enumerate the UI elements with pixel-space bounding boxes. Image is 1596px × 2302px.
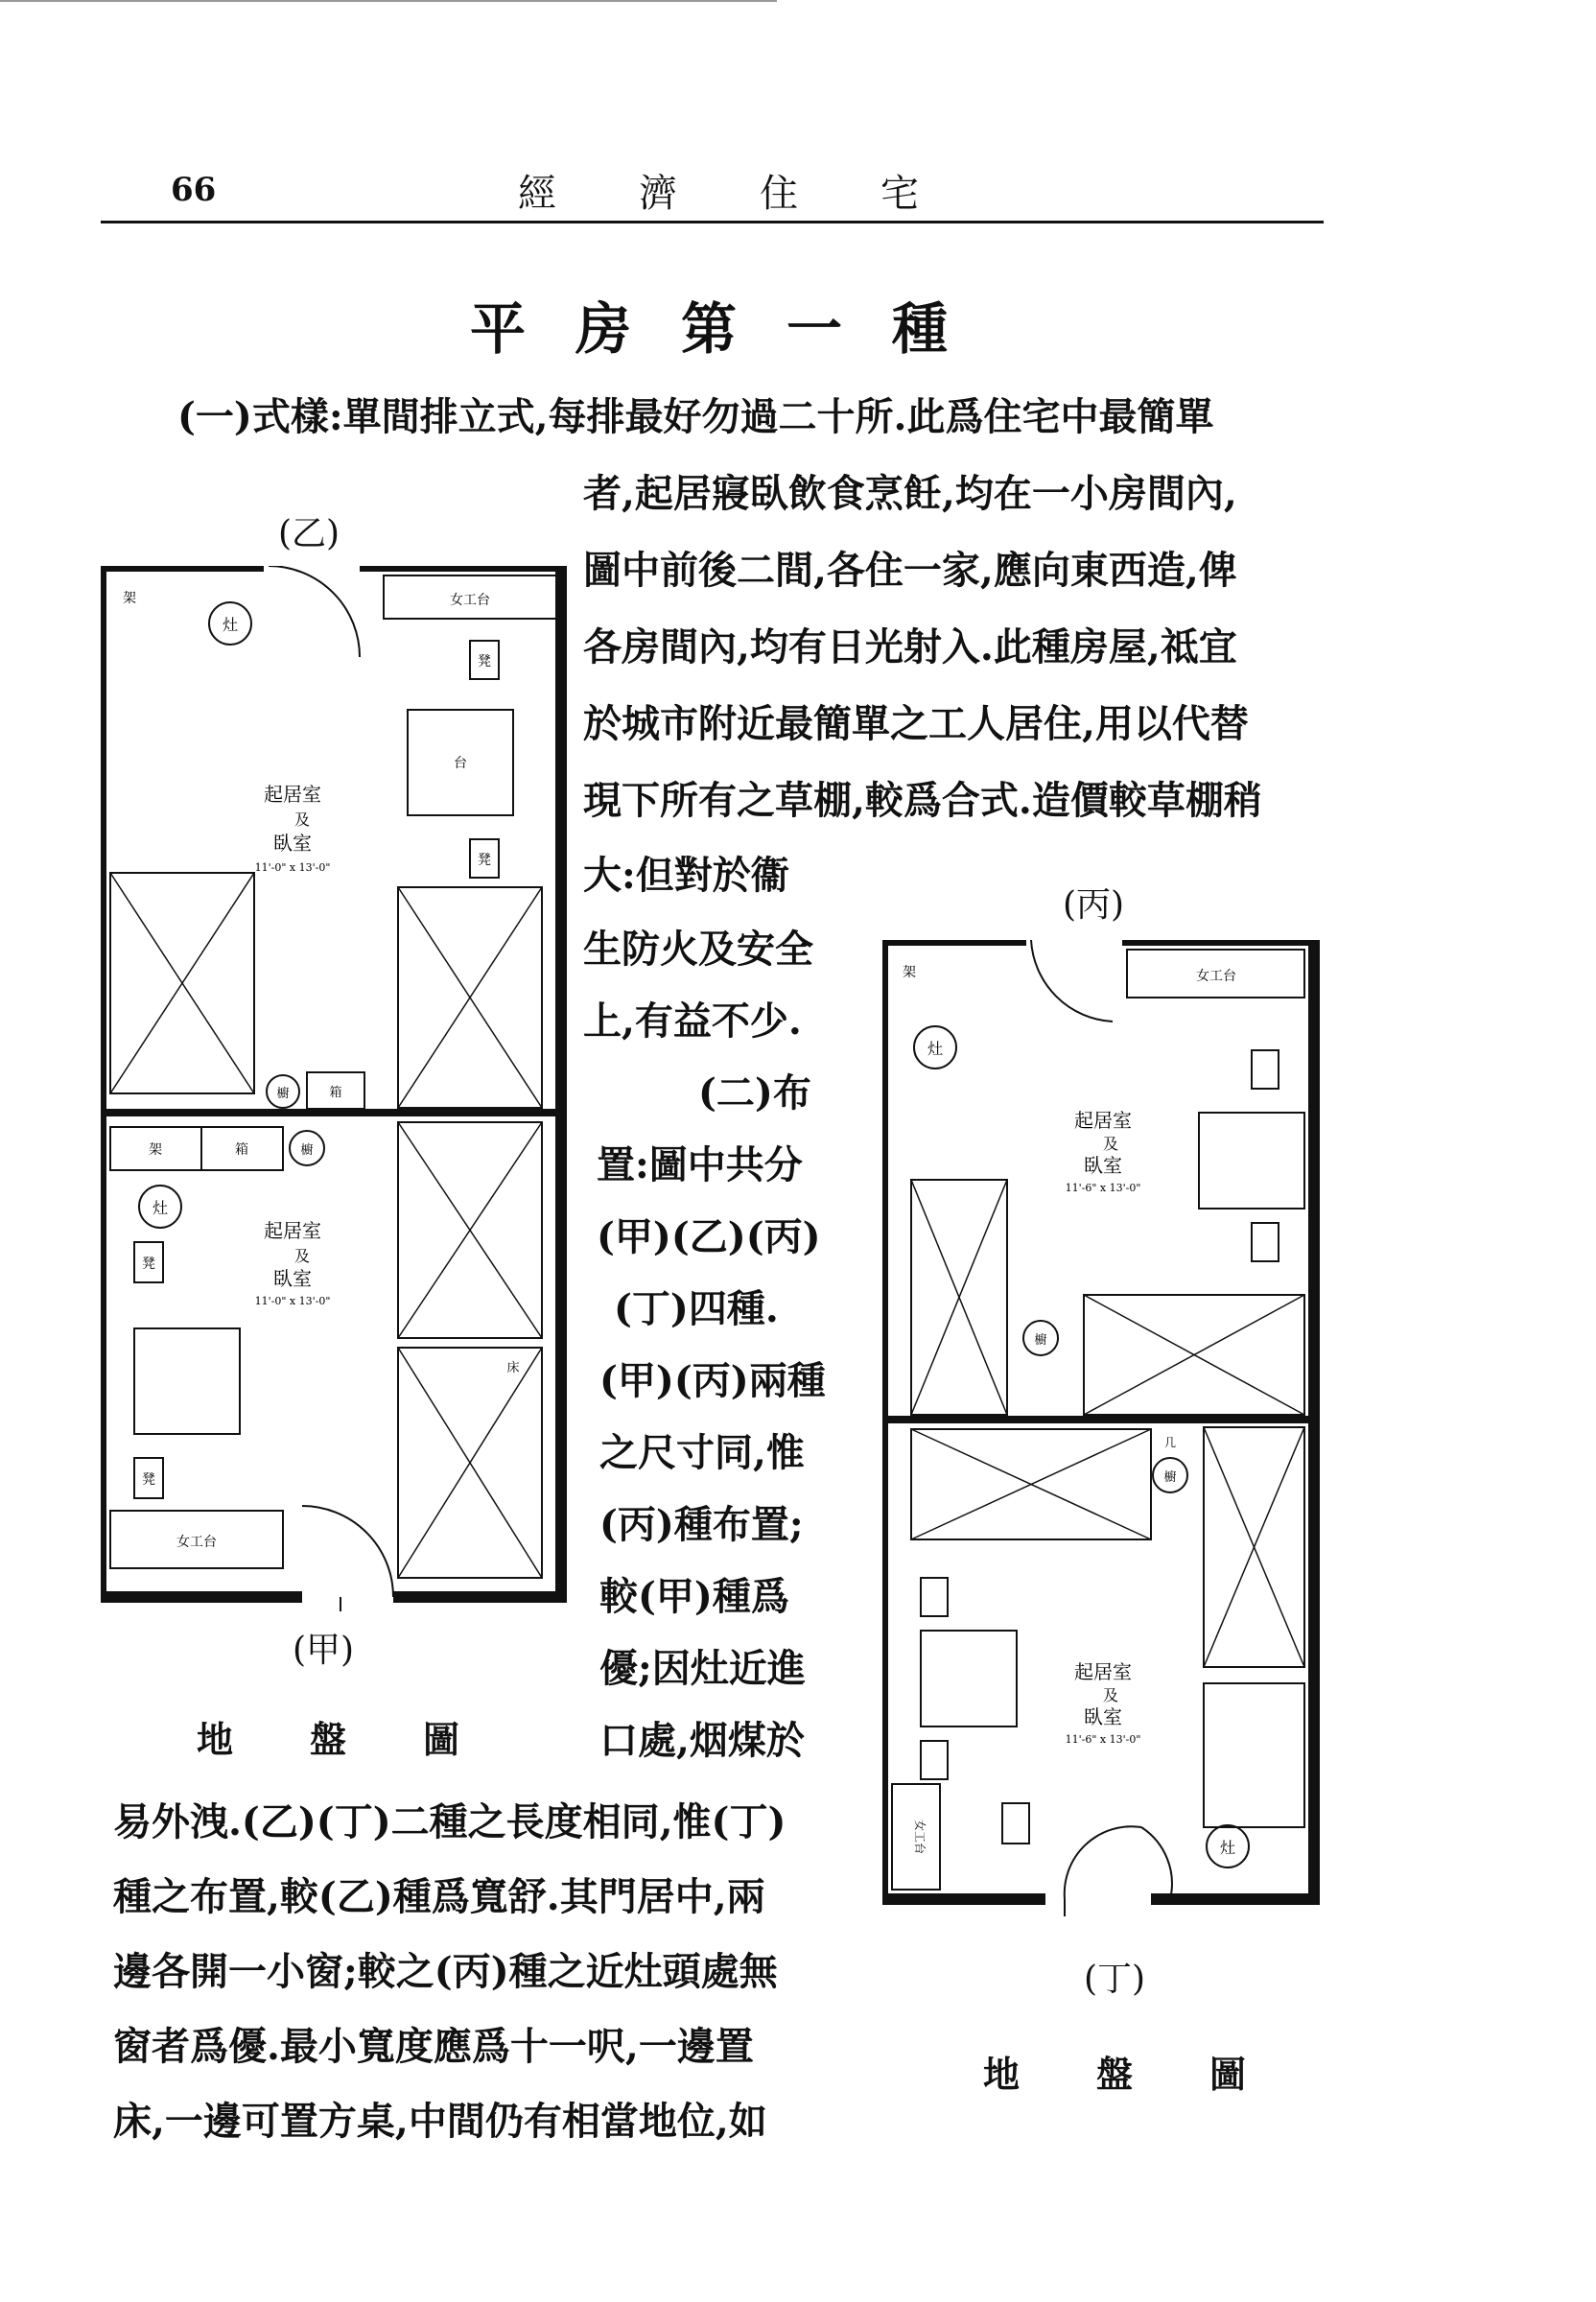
svg-text:台: 台 xyxy=(454,756,467,771)
floor-plan-right xyxy=(882,940,1324,1918)
text-line: 大:但對於衞 xyxy=(583,853,789,898)
svg-text:女工台: 女工台 xyxy=(913,1819,927,1855)
svg-text:凳: 凳 xyxy=(142,1257,155,1272)
running-title: 經濟住宅 xyxy=(518,172,1001,216)
svg-text:凳: 凳 xyxy=(478,654,491,669)
header-rule xyxy=(101,221,1324,223)
text-line: 易外洩.(乙)(丁)二種之長度相同,惟(丁) xyxy=(113,1799,786,1844)
svg-text:床: 床 xyxy=(506,1361,520,1375)
svg-text:及: 及 xyxy=(293,810,311,829)
text-line: (丁)四種. xyxy=(614,1286,779,1331)
svg-text:灶: 灶 xyxy=(927,1040,944,1058)
text-line: (丙)種布置; xyxy=(599,1502,804,1547)
svg-text:11'-6" x 13'-0": 11'-6" x 13'-0" xyxy=(1065,1182,1141,1194)
svg-text:架: 架 xyxy=(149,1142,162,1158)
svg-text:及: 及 xyxy=(1102,1135,1119,1153)
figure-label-ding: (丁) xyxy=(1084,1960,1146,1999)
svg-text:架: 架 xyxy=(123,591,136,606)
figure-label-yi: (乙) xyxy=(278,514,340,553)
text-line: 各房間內,均有日光射入.此種房屋,祗宜 xyxy=(583,624,1237,669)
svg-text:臥室: 臥室 xyxy=(273,1267,312,1290)
text-line: (二)布 xyxy=(698,1070,811,1116)
text-line: 邊各開一小窗;較之(丙)種之近灶頭處無 xyxy=(113,1949,778,1994)
svg-text:灶: 灶 xyxy=(152,1199,169,1217)
svg-text:及: 及 xyxy=(1102,1686,1119,1704)
page-title: 平房第一種 xyxy=(470,296,998,362)
svg-text:11'-6" x 13'-0": 11'-6" x 13'-0" xyxy=(1065,1733,1141,1746)
svg-text:臥室: 臥室 xyxy=(273,832,312,855)
text-line: 生防火及安全 xyxy=(583,927,813,972)
text-line: (一)式樣:單間排立式,每排最好勿過二十所.此爲住宅中最簡單 xyxy=(177,394,1214,439)
text-line: 於城市附近最簡單之工人居住,用以代替 xyxy=(583,701,1249,746)
svg-text:櫥: 櫥 xyxy=(1163,1470,1177,1485)
room-label-upper-left: 起居室 xyxy=(264,783,321,806)
svg-text:箱: 箱 xyxy=(235,1142,248,1158)
figure-label-jia: (甲) xyxy=(293,1631,355,1670)
svg-text:11'-0" x 13'-0": 11'-0" x 13'-0" xyxy=(254,861,331,874)
svg-text:箱: 箱 xyxy=(329,1086,342,1100)
room-label-lower-left: 起居室 xyxy=(264,1219,321,1242)
text-line: 優;因灶近進 xyxy=(599,1646,806,1691)
room-label-upper-right: 起居室 xyxy=(1074,1109,1132,1132)
svg-text:架: 架 xyxy=(903,965,916,980)
floor-plan-left xyxy=(101,566,571,1611)
top-edge-rule xyxy=(0,0,777,2)
svg-text:臥室: 臥室 xyxy=(1084,1154,1122,1177)
text-line: 床,一邊可置方桌,中間仍有相當地位,如 xyxy=(113,2099,767,2144)
svg-text:凳: 凳 xyxy=(478,853,491,868)
svg-text:女工台: 女工台 xyxy=(450,593,490,608)
figure-label-bing: (丙) xyxy=(1063,885,1125,925)
svg-text:几: 几 xyxy=(1163,1436,1177,1449)
text-line: 窗者爲優.最小寬度應爲十一呎,一邊置 xyxy=(113,2024,754,2069)
text-line: 上,有益不少. xyxy=(583,998,802,1044)
figure-caption-right: 地盤圖 xyxy=(983,2053,1324,2096)
text-line: 口處,烟煤於 xyxy=(599,1718,805,1763)
text-line: (甲)(乙)(丙) xyxy=(597,1214,821,1259)
figure-caption-left: 地盤圖 xyxy=(197,1718,537,1761)
svg-text:凳: 凳 xyxy=(142,1472,155,1488)
text-line: 置:圖中共分 xyxy=(597,1142,803,1187)
text-line: 之尺寸同,惟 xyxy=(599,1430,805,1475)
svg-text:灶: 灶 xyxy=(222,616,239,634)
svg-text:灶: 灶 xyxy=(1219,1839,1236,1857)
text-line: (甲)(丙)兩種 xyxy=(599,1358,826,1403)
svg-text:櫥: 櫥 xyxy=(300,1143,314,1158)
svg-text:11'-0" x 13'-0": 11'-0" x 13'-0" xyxy=(254,1295,331,1307)
text-line: 者,起居寢臥飲食烹飪,均在一小房間內, xyxy=(583,471,1237,516)
text-line: 種之布置,較(乙)種爲寬舒.其門居中,兩 xyxy=(113,1874,765,1919)
svg-text:女工台: 女工台 xyxy=(176,1535,217,1550)
svg-text:櫥: 櫥 xyxy=(1034,1333,1047,1348)
svg-text:臥室: 臥室 xyxy=(1084,1705,1122,1728)
svg-text:櫥: 櫥 xyxy=(276,1087,290,1101)
text-line: 圖中前後二間,各住一家,應向東西造,俾 xyxy=(583,548,1237,593)
text-line: 較(甲)種爲 xyxy=(599,1574,789,1619)
svg-text:女工台: 女工台 xyxy=(1196,969,1236,984)
svg-text:及: 及 xyxy=(293,1247,311,1265)
page-number: 66 xyxy=(171,171,217,209)
text-line: 現下所有之草棚,較爲合式.造價較草棚稍 xyxy=(583,778,1262,823)
room-label-lower-right: 起居室 xyxy=(1074,1660,1132,1683)
